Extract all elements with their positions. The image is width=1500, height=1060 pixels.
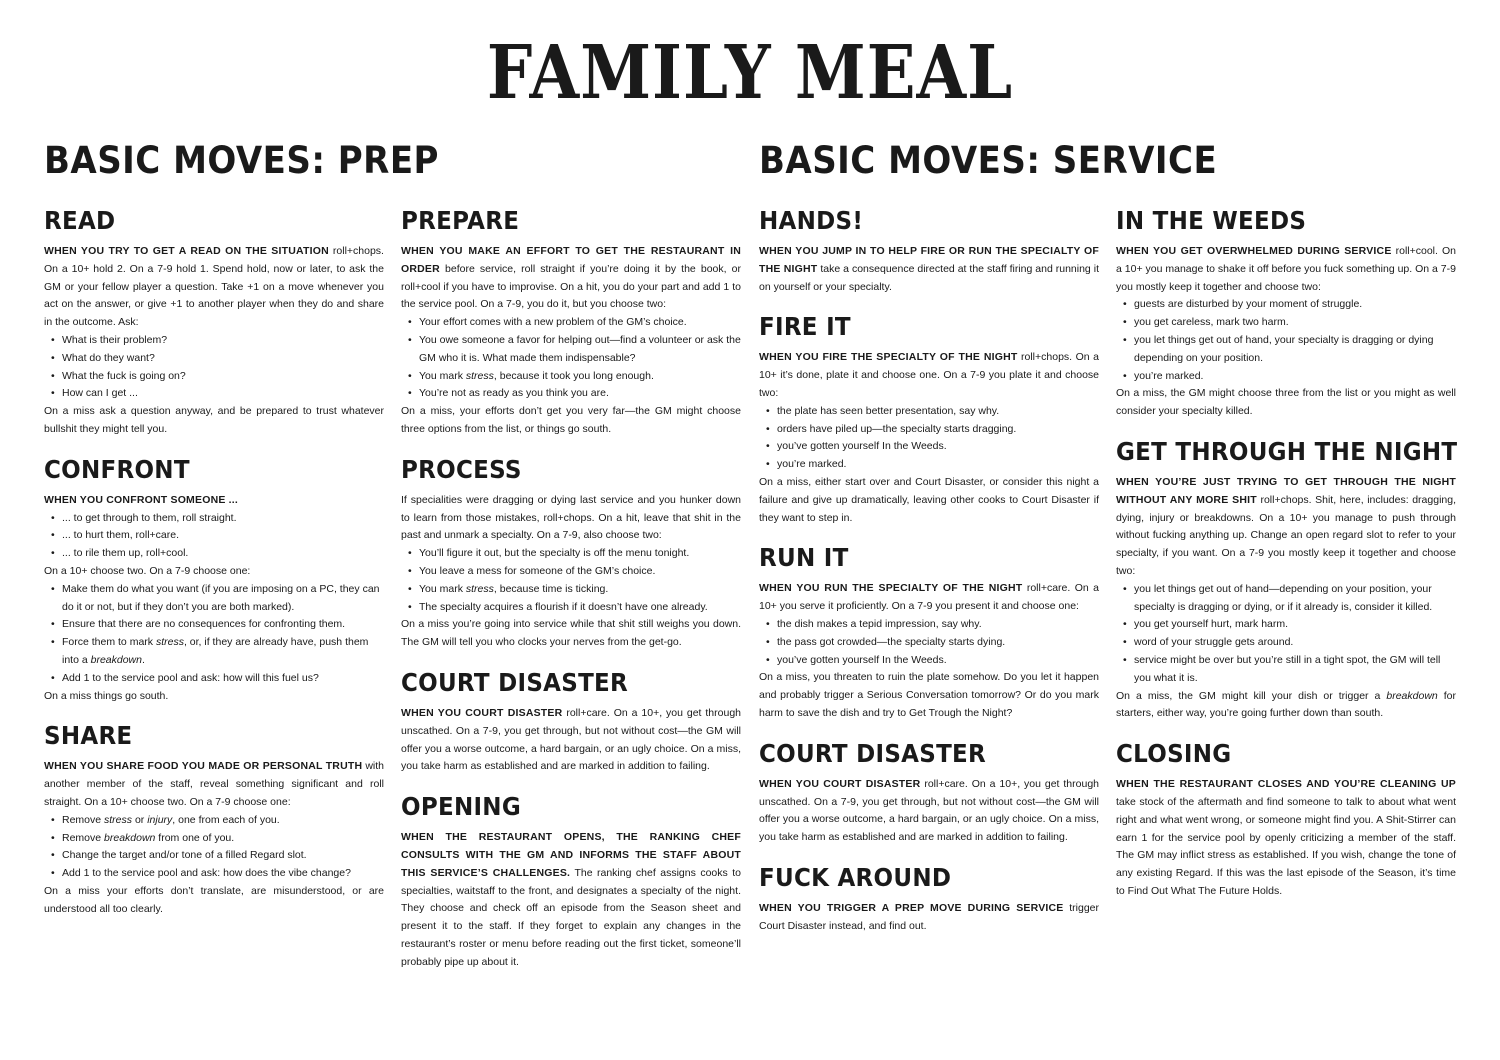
move-in-the-weeds xyxy=(1116,208,1456,421)
list-item: • You’ll figure it out, but the specialty is off the menu tonight. xyxy=(408,545,741,563)
column-service-left xyxy=(759,208,1099,954)
move-options xyxy=(759,403,1099,474)
move-confront xyxy=(44,454,384,706)
move-text: WHEN YOU TRIGGER A PREP MOVE DURING SERVICE trigger Court Disaster instead, and find out. xyxy=(759,901,1099,932)
move-title: HANDS! xyxy=(759,206,864,235)
move-title: READ xyxy=(44,206,116,235)
move-title: CLOSING xyxy=(1116,739,1232,769)
move-title: PROCESS xyxy=(401,454,522,484)
move-fuck-around xyxy=(759,862,1099,936)
list-item: • You’re not as ready as you think you are. xyxy=(408,385,741,403)
list-item: • Change the target and/or tone of a filled Regard slot. xyxy=(51,847,384,865)
list-item: • Force them to mark stress, or, if they are already have, push them into a breakdown. xyxy=(51,634,384,670)
list-item: • you get yourself hurt, mark harm. xyxy=(1123,616,1456,634)
list-item: • You mark stress, because it took you long enough. xyxy=(408,368,741,386)
list-item: • you let things get out of hand, your specialty is dragging or dying depending on your position. xyxy=(1123,332,1456,368)
move-fire-it xyxy=(759,314,1099,527)
move-text: On a 10+ choose two. On a 7-9 choose one: xyxy=(44,564,251,577)
list-item: • word of your struggle gets around. xyxy=(1123,634,1456,652)
move-opening xyxy=(401,794,741,971)
move-text: WHEN YOU JUMP IN TO HELP FIRE OR RUN THE SPECIALTY OF THE NIGHT take a consequence directed at the staff firing and running it on yourself or your specialty. xyxy=(759,245,1099,293)
list-item: • the dish makes a tepid impression, say why. xyxy=(766,616,1099,634)
column-prep-right xyxy=(401,208,741,990)
move-options xyxy=(401,545,741,616)
move-miss-text: On a miss things go south. xyxy=(44,689,169,702)
list-item: • Your effort comes with a new problem of the GM’s choice. xyxy=(408,314,741,332)
move-text: WHEN YOU CONFRONT SOMEONE ... xyxy=(44,493,239,506)
move-share xyxy=(44,723,384,918)
move-text: WHEN YOU FIRE THE SPECIALTY OF THE NIGHT roll+chops. On a 10+ it’s done, plate it and choose one. On a 7-9 you plate it and choose two: xyxy=(759,351,1099,399)
column-service-right xyxy=(1116,208,1456,919)
move-options xyxy=(759,616,1099,669)
list-item: • you’re marked. xyxy=(1123,368,1456,386)
move-get-through-the-night xyxy=(1116,436,1458,723)
move-hands xyxy=(759,208,1099,296)
move-text: WHEN YOU GET OVERWHELMED DURING SERVICE roll+cool. On a 10+ you manage to shake it off before you fuck something up. On a 7-9 you mostly keep it together and choose two: xyxy=(1116,245,1456,293)
move-run-it xyxy=(759,545,1099,722)
move-miss-text: On a miss your efforts don’t translate, are misunderstood, or are understood all too clearly. xyxy=(44,884,384,915)
move-title: GET THROUGH THE NIGHT xyxy=(1116,436,1458,466)
list-item: • guests are disturbed by your moment of struggle. xyxy=(1123,296,1456,314)
move-process xyxy=(401,454,741,652)
list-item: • ... to rile them up, roll+cool. xyxy=(51,545,384,563)
move-options xyxy=(1116,296,1456,385)
move-miss-text: On a miss, the GM might choose three from the list or you might as well consider your specialty killed. xyxy=(1116,387,1456,418)
list-item: • What is their problem? xyxy=(51,332,384,350)
list-item: • How can I get ... xyxy=(51,385,384,403)
list-item: • Remove breakdown from one of you. xyxy=(51,830,384,848)
move-miss-text: On a miss, you threaten to ruin the plate somehow. Do you let it happen and probably trigger a Serious Conversation tomorrow? Or do you mark harm to save the dish and try to Get Trough the Night? xyxy=(759,671,1099,719)
list-item: • you’re marked. xyxy=(766,456,1099,474)
move-text: WHEN YOU’RE JUST TRYING TO GET THROUGH THE NIGHT WITHOUT ANY MORE SHIT roll+chops. Shit, here, includes: dragging, dying, injury or breakdowns. On a 10+ you manage to push through without fucking anything up. Change an open regard slot to refer to your specialty, if you want. On a 7-9 you mostly keep it together and choose two: xyxy=(1116,475,1456,577)
list-item: • Make them do what you want (if you are imposing on a PC, they can do it or not, but if they don’t you are both marked). xyxy=(51,581,384,617)
list-item: • you’ve gotten yourself In the Weeds. xyxy=(766,438,1099,456)
move-miss-text: On a miss you’re going into service while that shit still weighs you down. The GM will tell you who clocks your nerves from the get-go. xyxy=(401,618,741,649)
move-title: CONFRONT xyxy=(44,454,190,484)
page-title: FAMILY MEAL xyxy=(486,30,1014,117)
move-closing xyxy=(1116,741,1456,901)
move-prepare xyxy=(401,208,741,439)
move-title: IN THE WEEDS xyxy=(1116,206,1307,235)
move-options xyxy=(44,581,384,688)
move-title: OPENING xyxy=(401,792,521,822)
move-miss-text: On a miss, your efforts don’t get you very far—the GM might choose three options from the list, or things go south. xyxy=(401,405,741,435)
list-item: • You leave a mess for someone of the GM’s choice. xyxy=(408,563,741,581)
move-court-disaster-prep xyxy=(401,667,741,776)
list-item: • service might be over but you’re still in a tight spot, the GM will tell you what it is. xyxy=(1123,652,1456,688)
list-item: • What do they want? xyxy=(51,350,384,368)
move-options xyxy=(44,812,384,883)
move-options xyxy=(1116,581,1456,688)
list-item: • orders have piled up—the specialty starts dragging. xyxy=(766,421,1099,439)
move-title: COURT DISASTER xyxy=(401,667,629,697)
move-miss-text: On a miss, either start over and Court Disaster, or consider this night a failure and give up dramatically, leaving other cooks to Court Disaster if they want to step in. xyxy=(759,475,1099,524)
list-item: • the pass got crowded—the specialty starts dying. xyxy=(766,634,1099,652)
move-text: WHEN YOU COURT DISASTER roll+care. On a 10+, you get through unscathed. On a 7-9, you get through, but not without cost—the GM will offer you a worse outcome, a hard bargain, or an ugly choice. On a miss, you take harm as established and are marked in addition to failing. xyxy=(401,706,741,773)
list-item: • you get careless, mark two harm. xyxy=(1123,314,1456,332)
move-options xyxy=(401,314,741,403)
move-text: WHEN YOU COURT DISASTER roll+care. On a 10+, you get through unscathed. On a 7-9, you get through, but not without cost—the GM will offer you a worse outcome, a hard bargain, or an ugly choice. On a miss, you take harm as established and are marked in addition to failing. xyxy=(759,777,1099,844)
move-read xyxy=(44,208,384,439)
list-item: • Add 1 to the service pool and ask: how will this fuel us? xyxy=(51,670,384,688)
move-title: FIRE IT xyxy=(759,312,851,342)
move-text: WHEN THE RESTAURANT OPENS, THE RANKING CHEF CONSULTS WITH THE GM AND INFORMS THE STAFF ABOUT THIS SERVICE’S CHALLENGES. The ranking chef assigns cooks to specialties, waitstaff to the front, and designates a specialty of the night. They choose and check off an episode from the Season sheet and present it to the staff. If they forget to explain any changes in the restaurant’s roster or menu before reading out the first ticket, someone’ll probably pipe up about it. xyxy=(401,831,741,968)
move-text: WHEN YOU RUN THE SPECIALTY OF THE NIGHT roll+care. On a 10+ you serve it proficiently. On a 7-9 you present it and choose one: xyxy=(759,582,1099,613)
list-item: • the plate has seen better presentation, say why. xyxy=(766,403,1099,421)
move-text: WHEN YOU MAKE AN EFFORT TO GET THE RESTAURANT IN ORDER before service, roll straight if you’re doing it by the book, or roll+cool if you have to improvise. On a hit, you do your part and add 1 to the service pool. On a 7-9, you do it, but you choose two: xyxy=(401,245,741,311)
move-miss-text: On a miss, the GM might kill your dish or trigger a breakdown for starters, either way, you’re going further down than south. xyxy=(1116,689,1457,720)
move-options xyxy=(44,332,384,403)
move-text: WHEN YOU TRY TO GET A READ ON THE SITUATION roll+chops. On a 10+ hold 2. On a 7-9 hold 1. Spend hold, now or later, to ask the GM or your fellow player a question. Take +1 on a move whenever you act on the answer, or give +1 to another player when they do and share in the outcome. Ask: xyxy=(44,245,384,329)
list-item: • you let things get out of hand—depending on your position, your specialty is dragging or dying, or if it already is, consider it killed. xyxy=(1123,581,1456,617)
section-title-service: BASIC MOVES: SERVICE xyxy=(759,139,1218,182)
move-text: WHEN THE RESTAURANT CLOSES AND YOU’RE CLEANING UP take stock of the aftermath and find someone to talk to about what went right and what went wrong, or someone might find you. A Shit-Stirrer can earn 1 for the service pool by openly criticizing a member of the staff. The GM may inflict stress as established. If you wish, change the tone of any existing Regard. If this was the last episode of the Season, it’s time to Find Out What The Future Holds. xyxy=(1116,778,1456,897)
section-title-prep: BASIC MOVES: PREP xyxy=(44,139,439,182)
move-title: RUN IT xyxy=(759,543,849,573)
list-item: • You owe someone a favor for helping out—find a volunteer or ask the GM who it is. What made them indispensable? xyxy=(408,332,741,368)
move-title: FUCK AROUND xyxy=(759,862,952,892)
list-item: • You mark stress, because time is ticking. xyxy=(408,581,741,599)
list-item: • ... to get through to them, roll straight. xyxy=(51,510,384,528)
column-prep-left xyxy=(44,208,384,937)
move-text: If specialities were dragging or dying last service and you hunker down to learn from those mistakes, roll+chops. On a hit, leave that shit in the past and unmark a specialty. On a 7-9, also choose two: xyxy=(401,493,741,542)
move-miss-text: On a miss ask a question anyway, and be prepared to trust whatever bullshit they might tell you. xyxy=(44,405,384,435)
move-court-disaster-service xyxy=(759,738,1099,847)
list-item: • The specialty acquires a flourish if it doesn’t have one already. xyxy=(408,599,741,617)
list-item: • Remove stress or injury, one from each of you. xyxy=(51,812,384,830)
move-title: PREPARE xyxy=(401,206,520,235)
move-options xyxy=(44,510,384,563)
list-item: • Add 1 to the service pool and ask: how does the vibe change? xyxy=(51,865,384,883)
list-item: • ... to hurt them, roll+care. xyxy=(51,527,384,545)
list-item: • What the fuck is going on? xyxy=(51,368,384,386)
move-text: WHEN YOU SHARE FOOD YOU MADE OR PERSONAL TRUTH with another member of the staff, reveal something significant and roll straight. On a 10+ choose two. On a 7-9 choose one: xyxy=(44,760,384,808)
list-item: • Ensure that there are no consequences for confronting them. xyxy=(51,616,384,634)
move-title: COURT DISASTER xyxy=(759,738,987,768)
move-title: SHARE xyxy=(44,721,133,751)
list-item: • you’ve gotten yourself In the Weeds. xyxy=(766,652,1099,670)
